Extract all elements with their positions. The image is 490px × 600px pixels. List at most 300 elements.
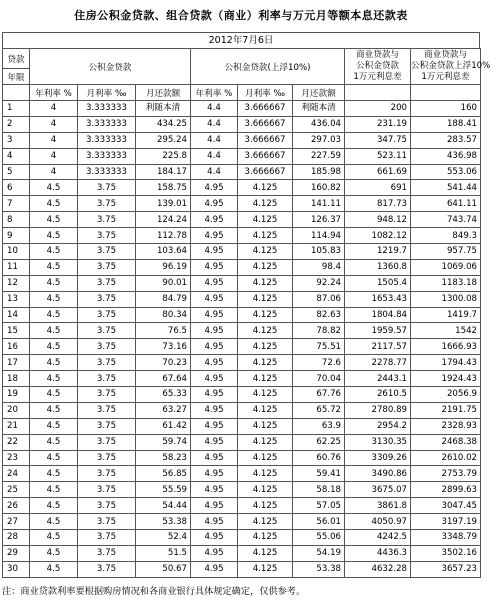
diff-fund-up10-interest-cell: 641.11 bbox=[411, 196, 481, 212]
fund-monthly-payment-cell: 65.33 bbox=[136, 387, 191, 403]
fund-monthly-rate-cell: 3.75 bbox=[78, 307, 136, 323]
fund-monthly-rate-cell: 3.75 bbox=[78, 402, 136, 418]
up10-monthly-rate-cell: 4.125 bbox=[238, 482, 293, 498]
fund-monthly-payment-cell: 50.67 bbox=[136, 561, 191, 577]
diff-fund-interest-cell: 4632.28 bbox=[345, 561, 411, 577]
diff-fund-interest-cell: 2954.2 bbox=[345, 418, 411, 434]
diff-fund-interest-cell: 523.11 bbox=[345, 148, 411, 164]
up10-monthly-rate-cell: 4.125 bbox=[238, 275, 293, 291]
diff-fund-subheader bbox=[345, 85, 411, 101]
diff-fund-interest-cell: 2117.57 bbox=[345, 339, 411, 355]
diff-fund-up10-interest-cell: 3197.19 bbox=[411, 514, 481, 530]
diff-fund-interest-cell: 3675.07 bbox=[345, 482, 411, 498]
up10-monthly-rate-cell: 4.125 bbox=[238, 259, 293, 275]
fund-monthly-payment-cell: 76.5 bbox=[136, 323, 191, 339]
blank-header-cell bbox=[3, 85, 30, 101]
term-years-cell: 7 bbox=[3, 196, 30, 212]
table-row bbox=[3, 307, 481, 323]
diff-fund-up10-interest-cell: 3502.16 bbox=[411, 545, 481, 561]
up10-monthly-payment-cell: 57.05 bbox=[293, 498, 345, 514]
table-row bbox=[3, 212, 481, 228]
fund-monthly-payment-cell: 139.01 bbox=[136, 196, 191, 212]
fund-monthly-payment-cell: 67.64 bbox=[136, 371, 191, 387]
up10-monthly-rate-cell: 4.125 bbox=[238, 228, 293, 244]
up10-monthly-payment-cell: 利随本清 bbox=[293, 101, 345, 117]
diff-fund-interest-cell: 661.69 bbox=[345, 164, 411, 180]
fund-annual-rate-cell: 4 bbox=[30, 164, 78, 180]
up10-monthly-rate-cell: 3.666667 bbox=[238, 101, 293, 117]
diff-fund-interest-cell: 1804.84 bbox=[345, 307, 411, 323]
fund-monthly-payment-cell: 184.17 bbox=[136, 164, 191, 180]
up10-annual-rate-cell: 4.95 bbox=[191, 323, 238, 339]
fund-monthly-payment-cell: 52.4 bbox=[136, 530, 191, 546]
up10-monthly-payment-cell: 82.63 bbox=[293, 307, 345, 323]
up10-annual-rate-cell: 4.95 bbox=[191, 561, 238, 577]
fund-monthly-payment-cell: 158.75 bbox=[136, 180, 191, 196]
diff-fund-up10-interest-cell: 2610.02 bbox=[411, 450, 481, 466]
up10-monthly-payment-cell: 160.82 bbox=[293, 180, 345, 196]
diff-fund-interest-cell: 3130.35 bbox=[345, 434, 411, 450]
term-years-cell: 28 bbox=[3, 530, 30, 546]
fund-monthly-rate-cell: 3.75 bbox=[78, 418, 136, 434]
up10-monthly-rate-cell: 4.125 bbox=[238, 339, 293, 355]
up10-annual-rate-cell: 4.95 bbox=[191, 450, 238, 466]
diff-fund-interest-cell: 2780.89 bbox=[345, 402, 411, 418]
diff-fund-up10-interest-cell: 1419.7 bbox=[411, 307, 481, 323]
diff-fund-interest-cell: 2443.1 bbox=[345, 371, 411, 387]
fund-monthly-rate-cell: 3.75 bbox=[78, 228, 136, 244]
diff-fund-interest-cell: 1653.43 bbox=[345, 291, 411, 307]
up10-annual-rate-cell: 4.95 bbox=[191, 466, 238, 482]
diff-fund-interest-cell: 4436.3 bbox=[345, 545, 411, 561]
fund-annual-rate-cell: 4.5 bbox=[30, 180, 78, 196]
diff-fund-header bbox=[345, 49, 411, 85]
up10-annual-rate-cell: 4.95 bbox=[191, 434, 238, 450]
fund-annual-rate-cell: 4.5 bbox=[30, 434, 78, 450]
fund-monthly-rate-cell: 3.75 bbox=[78, 371, 136, 387]
fund-monthly-rate-cell: 3.75 bbox=[78, 323, 136, 339]
diff-fund-up10-interest-cell: 1924.43 bbox=[411, 371, 481, 387]
table-row bbox=[3, 132, 481, 148]
diff-fund-header-line1: 商业贷款与 bbox=[356, 50, 400, 60]
diff-fund-up10-interest-cell: 541.44 bbox=[411, 180, 481, 196]
fund-annual-rate-cell: 4 bbox=[30, 132, 78, 148]
term-years-cell: 11 bbox=[3, 259, 30, 275]
term-years-cell: 25 bbox=[3, 482, 30, 498]
table-row bbox=[3, 275, 481, 291]
fund-monthly-rate-cell: 3.75 bbox=[78, 259, 136, 275]
diff-fund-up10-interest-cell: 2328.93 bbox=[411, 418, 481, 434]
fund-monthly-rate-cell: 3.333333 bbox=[78, 164, 136, 180]
up10-annual-rate-header: 年利率 % bbox=[191, 85, 238, 101]
table-row bbox=[3, 196, 481, 212]
fund-monthly-payment-cell: 73.16 bbox=[136, 339, 191, 355]
up10-monthly-rate-cell: 4.125 bbox=[238, 180, 293, 196]
table-row bbox=[3, 116, 481, 132]
up10-annual-rate-cell: 4.95 bbox=[191, 530, 238, 546]
fund-annual-rate-cell: 4.5 bbox=[30, 275, 78, 291]
fund-monthly-rate-cell: 3.75 bbox=[78, 498, 136, 514]
fund-monthly-rate-cell: 3.75 bbox=[78, 514, 136, 530]
up10-monthly-rate-cell: 4.125 bbox=[238, 244, 293, 260]
term-years-cell: 1 bbox=[3, 101, 30, 117]
fund-monthly-payment-cell: 80.34 bbox=[136, 307, 191, 323]
diff-fund-up10-interest-cell: 1794.43 bbox=[411, 355, 481, 371]
fund-monthly-rate-cell: 3.75 bbox=[78, 212, 136, 228]
diff-fund-interest-cell: 1219.7 bbox=[345, 244, 411, 260]
fund-monthly-payment-cell: 53.38 bbox=[136, 514, 191, 530]
up10-annual-rate-cell: 4.95 bbox=[191, 498, 238, 514]
diff-fund-interest-cell: 4242.5 bbox=[345, 530, 411, 546]
up10-monthly-payment-cell: 55.06 bbox=[293, 530, 345, 546]
fund-monthly-rate-cell: 3.75 bbox=[78, 482, 136, 498]
term-years-cell: 19 bbox=[3, 387, 30, 403]
up10-monthly-payment-cell: 227.59 bbox=[293, 148, 345, 164]
sheet-title: 住房公积金贷款、组合贷款（商业）利率与万元月等额本息还款表 bbox=[74, 9, 408, 22]
diff-fund-interest-cell: 1505.4 bbox=[345, 275, 411, 291]
diff-fund-up10-header-line2: 公积金贷款上浮10% bbox=[411, 61, 490, 71]
table-row bbox=[3, 418, 481, 434]
up10-monthly-rate-cell: 4.125 bbox=[238, 355, 293, 371]
fund-annual-rate-cell: 4.5 bbox=[30, 196, 78, 212]
diff-fund-up10-interest-cell: 1300.08 bbox=[411, 291, 481, 307]
up10-monthly-rate-cell: 4.125 bbox=[238, 196, 293, 212]
table-row bbox=[3, 339, 481, 355]
term-years-cell: 10 bbox=[3, 244, 30, 260]
diff-fund-interest-cell: 347.75 bbox=[345, 132, 411, 148]
up10-annual-rate-cell: 4.95 bbox=[191, 275, 238, 291]
fund-monthly-payment-cell: 利随本清 bbox=[136, 101, 191, 117]
up10-monthly-payment-cell: 65.72 bbox=[293, 402, 345, 418]
fund-loan-up10-header: 公积金贷款(上浮10%) bbox=[191, 49, 345, 85]
table-row bbox=[3, 228, 481, 244]
fund-monthly-payment-cell: 70.23 bbox=[136, 355, 191, 371]
diff-fund-interest-cell: 817.73 bbox=[345, 196, 411, 212]
term-years-cell: 6 bbox=[3, 180, 30, 196]
diff-fund-interest-cell: 948.12 bbox=[345, 212, 411, 228]
fund-annual-rate-cell: 4.5 bbox=[30, 212, 78, 228]
diff-fund-interest-cell: 231.19 bbox=[345, 116, 411, 132]
diff-fund-interest-cell: 691 bbox=[345, 180, 411, 196]
up10-monthly-payment-cell: 87.06 bbox=[293, 291, 345, 307]
up10-monthly-rate-cell: 3.666667 bbox=[238, 148, 293, 164]
table-row bbox=[3, 545, 481, 561]
diff-fund-up10-interest-cell: 743.74 bbox=[411, 212, 481, 228]
table-row bbox=[3, 482, 481, 498]
up10-monthly-rate-cell: 4.125 bbox=[238, 212, 293, 228]
diff-fund-up10-header-line1: 商业贷款与 bbox=[424, 50, 468, 60]
diff-fund-up10-interest-cell: 2191.75 bbox=[411, 402, 481, 418]
term-years-cell: 20 bbox=[3, 402, 30, 418]
diff-fund-up10-interest-cell: 1666.93 bbox=[411, 339, 481, 355]
diff-fund-up10-interest-cell: 2753.79 bbox=[411, 466, 481, 482]
fund-monthly-payment-cell: 295.24 bbox=[136, 132, 191, 148]
diff-fund-up10-interest-cell: 2468.38 bbox=[411, 434, 481, 450]
fund-monthly-rate-cell: 3.75 bbox=[78, 244, 136, 260]
fund-annual-rate-cell: 4.5 bbox=[30, 323, 78, 339]
term-years-cell: 14 bbox=[3, 307, 30, 323]
fund-annual-rate-cell: 4.5 bbox=[30, 259, 78, 275]
term-years-cell: 18 bbox=[3, 371, 30, 387]
fund-annual-rate-cell: 4.5 bbox=[30, 307, 78, 323]
fund-monthly-payment-header: 月还款额 bbox=[136, 85, 191, 101]
up10-monthly-payment-cell: 60.76 bbox=[293, 450, 345, 466]
up10-monthly-rate-cell: 4.125 bbox=[238, 514, 293, 530]
up10-annual-rate-cell: 4.4 bbox=[191, 148, 238, 164]
fund-annual-rate-cell: 4.5 bbox=[30, 450, 78, 466]
fund-monthly-rate-header: 月利率 ‰ bbox=[78, 85, 136, 101]
fund-annual-rate-cell: 4.5 bbox=[30, 418, 78, 434]
up10-monthly-rate-cell: 4.125 bbox=[238, 561, 293, 577]
diff-fund-interest-cell: 3490.86 bbox=[345, 466, 411, 482]
up10-annual-rate-cell: 4.4 bbox=[191, 101, 238, 117]
diff-fund-up10-interest-cell: 188.41 bbox=[411, 116, 481, 132]
fund-monthly-rate-cell: 3.75 bbox=[78, 561, 136, 577]
diff-fund-up10-header bbox=[411, 49, 490, 85]
fund-monthly-payment-cell: 112.78 bbox=[136, 228, 191, 244]
up10-annual-rate-cell: 4.95 bbox=[191, 402, 238, 418]
up10-monthly-rate-header: 月利率 ‰ bbox=[238, 85, 293, 101]
diff-fund-up10-interest-cell: 283.57 bbox=[411, 132, 481, 148]
fund-annual-rate-cell: 4 bbox=[30, 148, 78, 164]
fund-monthly-rate-cell: 3.75 bbox=[78, 545, 136, 561]
fund-monthly-payment-cell: 124.24 bbox=[136, 212, 191, 228]
up10-monthly-rate-cell: 4.125 bbox=[238, 387, 293, 403]
loan-term-header-top: 贷款 bbox=[3, 49, 30, 69]
term-years-cell: 9 bbox=[3, 228, 30, 244]
fund-annual-rate-cell: 4.5 bbox=[30, 339, 78, 355]
loan-rate-sheet bbox=[2, 0, 490, 578]
term-years-cell: 5 bbox=[3, 164, 30, 180]
fund-annual-rate-cell: 4.5 bbox=[30, 545, 78, 561]
fund-monthly-payment-cell: 63.27 bbox=[136, 402, 191, 418]
up10-monthly-payment-cell: 78.82 bbox=[293, 323, 345, 339]
term-years-cell: 30 bbox=[3, 561, 30, 577]
up10-monthly-payment-cell: 54.19 bbox=[293, 545, 345, 561]
up10-monthly-payment-cell: 62.25 bbox=[293, 434, 345, 450]
diff-fund-up10-interest-cell: 3047.45 bbox=[411, 498, 481, 514]
fund-annual-rate-cell: 4.5 bbox=[30, 498, 78, 514]
loan-term-header-bottom: 年限 bbox=[3, 69, 30, 85]
up10-monthly-payment-cell: 63.9 bbox=[293, 418, 345, 434]
fund-annual-rate-cell: 4.5 bbox=[30, 466, 78, 482]
up10-annual-rate-cell: 4.95 bbox=[191, 418, 238, 434]
up10-monthly-payment-cell: 185.98 bbox=[293, 164, 345, 180]
fund-monthly-rate-cell: 3.75 bbox=[78, 434, 136, 450]
repayment-table bbox=[2, 48, 490, 578]
diff-fund-interest-cell: 4050.97 bbox=[345, 514, 411, 530]
term-years-cell: 2 bbox=[3, 116, 30, 132]
up10-annual-rate-cell: 4.95 bbox=[191, 307, 238, 323]
fund-monthly-rate-cell: 3.75 bbox=[78, 275, 136, 291]
diff-fund-up10-header-line3: 1万元利息差 bbox=[421, 72, 470, 82]
fund-monthly-rate-cell: 3.75 bbox=[78, 180, 136, 196]
up10-monthly-payment-cell: 75.51 bbox=[293, 339, 345, 355]
up10-monthly-payment-cell: 297.03 bbox=[293, 132, 345, 148]
up10-annual-rate-cell: 4.95 bbox=[191, 545, 238, 561]
table-row bbox=[3, 259, 481, 275]
table-row bbox=[3, 148, 481, 164]
fund-monthly-rate-cell: 3.75 bbox=[78, 339, 136, 355]
table-row bbox=[3, 450, 481, 466]
table-header bbox=[3, 49, 490, 101]
up10-monthly-payment-cell: 141.11 bbox=[293, 196, 345, 212]
diff-fund-header-line2: 公积金贷款 bbox=[356, 61, 400, 71]
table-row bbox=[3, 291, 481, 307]
fund-monthly-payment-cell: 56.85 bbox=[136, 466, 191, 482]
fund-annual-rate-cell: 4.5 bbox=[30, 387, 78, 403]
fund-monthly-rate-cell: 3.75 bbox=[78, 196, 136, 212]
term-years-cell: 24 bbox=[3, 466, 30, 482]
up10-monthly-rate-cell: 3.666667 bbox=[238, 116, 293, 132]
up10-monthly-payment-cell: 67.76 bbox=[293, 387, 345, 403]
fund-annual-rate-cell: 4.5 bbox=[30, 291, 78, 307]
term-years-cell: 26 bbox=[3, 498, 30, 514]
up10-annual-rate-cell: 4.95 bbox=[191, 355, 238, 371]
table-row bbox=[3, 101, 481, 117]
fund-monthly-rate-cell: 3.333333 bbox=[78, 116, 136, 132]
up10-annual-rate-cell: 4.95 bbox=[191, 212, 238, 228]
diff-fund-up10-interest-cell: 3657.23 bbox=[411, 561, 481, 577]
fund-annual-rate-cell: 4.5 bbox=[30, 244, 78, 260]
fund-monthly-payment-cell: 54.44 bbox=[136, 498, 191, 514]
up10-monthly-rate-cell: 4.125 bbox=[238, 545, 293, 561]
table-row bbox=[3, 244, 481, 260]
table-row bbox=[3, 466, 481, 482]
up10-monthly-rate-cell: 4.125 bbox=[238, 402, 293, 418]
diff-fund-interest-cell: 1082.12 bbox=[345, 228, 411, 244]
diff-fund-up10-interest-cell: 1542 bbox=[411, 323, 481, 339]
fund-monthly-payment-cell: 58.23 bbox=[136, 450, 191, 466]
fund-annual-rate-cell: 4 bbox=[30, 101, 78, 117]
up10-monthly-rate-cell: 4.125 bbox=[238, 307, 293, 323]
up10-annual-rate-cell: 4.95 bbox=[191, 196, 238, 212]
up10-monthly-rate-cell: 4.125 bbox=[238, 418, 293, 434]
sheet-date: 2012年7月6日 bbox=[2, 32, 480, 48]
term-years-cell: 13 bbox=[3, 291, 30, 307]
diff-fund-up10-interest-cell: 957.75 bbox=[411, 244, 481, 260]
up10-annual-rate-cell: 4.95 bbox=[191, 291, 238, 307]
up10-monthly-payment-cell: 98.4 bbox=[293, 259, 345, 275]
footnote: 注：商业贷款利率要根据购房情况和各商业银行具体规定确定，仅供参考。 bbox=[2, 586, 306, 597]
term-years-cell: 3 bbox=[3, 132, 30, 148]
up10-monthly-payment-cell: 114.94 bbox=[293, 228, 345, 244]
table-body bbox=[3, 101, 481, 578]
up10-monthly-rate-cell: 4.125 bbox=[238, 434, 293, 450]
diff-fund-up10-interest-cell: 849.3 bbox=[411, 228, 481, 244]
up10-monthly-rate-cell: 4.125 bbox=[238, 371, 293, 387]
fund-monthly-payment-cell: 84.79 bbox=[136, 291, 191, 307]
fund-monthly-rate-cell: 3.333333 bbox=[78, 132, 136, 148]
diff-fund-interest-cell: 1360.8 bbox=[345, 259, 411, 275]
up10-monthly-rate-cell: 4.125 bbox=[238, 450, 293, 466]
fund-monthly-payment-cell: 51.5 bbox=[136, 545, 191, 561]
fund-annual-rate-cell: 4.5 bbox=[30, 371, 78, 387]
term-years-cell: 29 bbox=[3, 545, 30, 561]
up10-monthly-payment-cell: 105.83 bbox=[293, 244, 345, 260]
up10-monthly-rate-cell: 4.125 bbox=[238, 530, 293, 546]
table-row bbox=[3, 498, 481, 514]
up10-monthly-payment-cell: 59.41 bbox=[293, 466, 345, 482]
term-years-cell: 8 bbox=[3, 212, 30, 228]
diff-fund-interest-cell: 2278.77 bbox=[345, 355, 411, 371]
term-years-cell: 22 bbox=[3, 434, 30, 450]
term-years-cell: 17 bbox=[3, 355, 30, 371]
up10-monthly-rate-cell: 3.666667 bbox=[238, 132, 293, 148]
term-years-cell: 23 bbox=[3, 450, 30, 466]
diff-fund-interest-cell: 1959.57 bbox=[345, 323, 411, 339]
up10-annual-rate-cell: 4.95 bbox=[191, 514, 238, 530]
table-row bbox=[3, 180, 481, 196]
table-row bbox=[3, 164, 481, 180]
fund-annual-rate-cell: 4.5 bbox=[30, 355, 78, 371]
up10-annual-rate-cell: 4.4 bbox=[191, 164, 238, 180]
diff-fund-interest-cell: 200 bbox=[345, 101, 411, 117]
diff-fund-interest-cell: 2610.5 bbox=[345, 387, 411, 403]
fund-monthly-payment-cell: 96.19 bbox=[136, 259, 191, 275]
table-row bbox=[3, 530, 481, 546]
up10-annual-rate-cell: 4.4 bbox=[191, 132, 238, 148]
up10-monthly-payment-cell: 126.37 bbox=[293, 212, 345, 228]
up10-monthly-payment-cell: 72.6 bbox=[293, 355, 345, 371]
table-row bbox=[3, 561, 481, 577]
fund-annual-rate-header: 年利率 % bbox=[30, 85, 78, 101]
fund-monthly-payment-cell: 90.01 bbox=[136, 275, 191, 291]
fund-monthly-rate-cell: 3.75 bbox=[78, 387, 136, 403]
diff-fund-up10-interest-cell: 553.06 bbox=[411, 164, 481, 180]
fund-monthly-rate-cell: 3.75 bbox=[78, 530, 136, 546]
up10-annual-rate-cell: 4.95 bbox=[191, 228, 238, 244]
diff-fund-up10-interest-cell: 2899.63 bbox=[411, 482, 481, 498]
up10-annual-rate-cell: 4.95 bbox=[191, 180, 238, 196]
table-row bbox=[3, 387, 481, 403]
diff-fund-up10-interest-cell: 2056.9 bbox=[411, 387, 481, 403]
up10-monthly-rate-cell: 4.125 bbox=[238, 466, 293, 482]
term-years-cell: 15 bbox=[3, 323, 30, 339]
fund-loan-header: 公积金贷款 bbox=[30, 49, 191, 85]
table-row bbox=[3, 355, 481, 371]
fund-annual-rate-cell: 4.5 bbox=[30, 530, 78, 546]
fund-monthly-rate-cell: 3.75 bbox=[78, 355, 136, 371]
fund-monthly-rate-cell: 3.75 bbox=[78, 291, 136, 307]
up10-monthly-rate-cell: 4.125 bbox=[238, 323, 293, 339]
fund-monthly-rate-cell: 3.75 bbox=[78, 450, 136, 466]
fund-monthly-payment-cell: 61.42 bbox=[136, 418, 191, 434]
table-row bbox=[3, 514, 481, 530]
up10-monthly-payment-header: 月还款额 bbox=[293, 85, 345, 101]
up10-monthly-payment-cell: 436.04 bbox=[293, 116, 345, 132]
fund-annual-rate-cell: 4 bbox=[30, 116, 78, 132]
up10-monthly-payment-cell: 58.18 bbox=[293, 482, 345, 498]
term-years-cell: 12 bbox=[3, 275, 30, 291]
fund-monthly-payment-cell: 103.64 bbox=[136, 244, 191, 260]
up10-annual-rate-cell: 4.95 bbox=[191, 244, 238, 260]
diff-fund-up10-interest-cell: 160 bbox=[411, 101, 481, 117]
fund-monthly-payment-cell: 225.8 bbox=[136, 148, 191, 164]
fund-monthly-rate-cell: 3.333333 bbox=[78, 148, 136, 164]
up10-annual-rate-cell: 4.95 bbox=[191, 387, 238, 403]
up10-annual-rate-cell: 4.95 bbox=[191, 259, 238, 275]
up10-annual-rate-cell: 4.4 bbox=[191, 116, 238, 132]
diff-fund-header-line3: 1万元利息差 bbox=[353, 72, 402, 82]
fund-annual-rate-cell: 4.5 bbox=[30, 402, 78, 418]
up10-monthly-payment-cell: 53.38 bbox=[293, 561, 345, 577]
up10-monthly-payment-cell: 92.24 bbox=[293, 275, 345, 291]
fund-annual-rate-cell: 4.5 bbox=[30, 482, 78, 498]
term-years-cell: 21 bbox=[3, 418, 30, 434]
diff-fund-up10-interest-cell: 1069.06 bbox=[411, 259, 481, 275]
term-years-cell: 4 bbox=[3, 148, 30, 164]
